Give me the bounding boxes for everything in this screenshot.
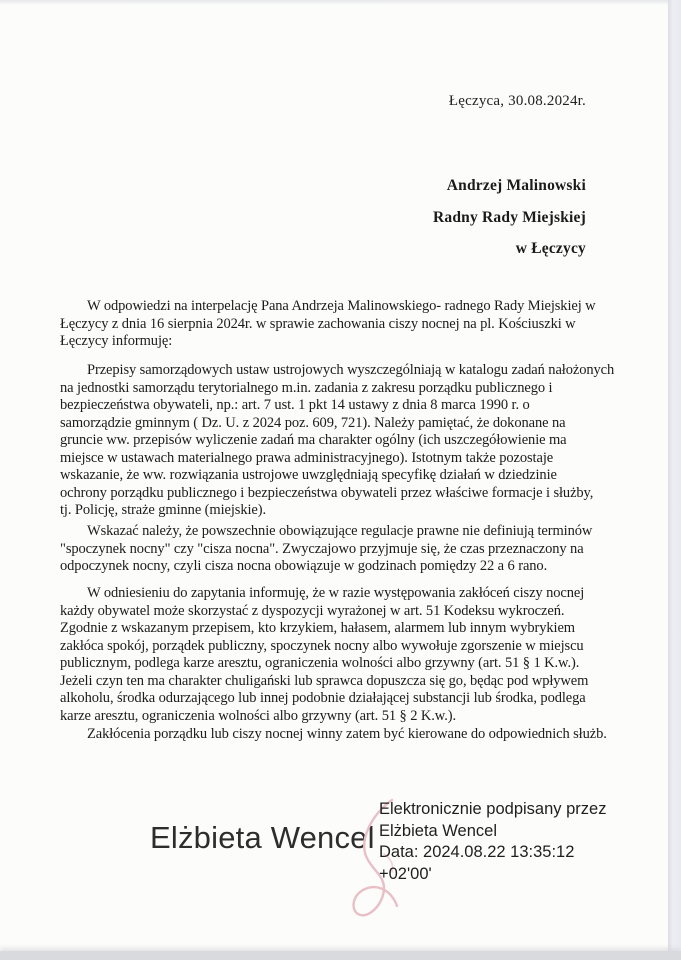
- body-line: Łęczycy informuję:: [60, 333, 173, 349]
- paragraph-intro: [60, 298, 625, 351]
- body-line: karze aresztu, ograniczenia wolności albo grzywny (art. 51 § 2 K.w.).: [60, 707, 456, 724]
- recipient-name: Andrzej Malinowski: [446, 177, 586, 194]
- photo-edge-bottom: [0, 951, 681, 960]
- date-line: Łęczyca, 30.08.2024r.: [448, 93, 586, 109]
- body-line: zakłóca spokój, porządek publiczny, spoczynek nocny albo wywołuje zgorszenie w miejscu: [60, 637, 584, 654]
- body-line: W odniesieniu do zapytania informuję, że w razie występowania zakłóceń ciszy nocnej: [87, 585, 585, 601]
- body-line: na jednostki samorządu terytorialnego m.in. zadania z zakresu porządku publicznego i: [60, 379, 553, 396]
- signature-stamp: [379, 799, 606, 885]
- body-line: ochrony porządku publicznego i bezpieczeństwa obywateli przez właściwe formacje i służby,: [60, 484, 594, 501]
- paragraph-conclusion: [60, 726, 625, 744]
- paragraph-night-quiet-definition: [60, 523, 625, 576]
- recipient-title: Radny Rady Miejskiej: [433, 208, 586, 226]
- body-line: alkoholu, środka odurzającego lub innej podobnie działającej substancji lub środka, podlega: [60, 690, 586, 706]
- paragraph-legal-basis: [60, 362, 625, 520]
- body-line: publicznym, podlega karze aresztu, ograniczenia wolności albo grzywny (art. 51 § 1 K.w.).: [60, 655, 580, 671]
- body-line: odpoczynek nocny, czyli cisza nocna obowiązuje w godzinach pomiędzy 22 a 6 rano.: [60, 558, 548, 574]
- stamp-line-2: Elżbieta Wencel: [379, 821, 498, 840]
- recipient-block: [433, 170, 586, 265]
- body-line: wskazanie, że ww. rozwiązania ustrojowe uwzględniają specyfikę działań w dziedzinie: [60, 467, 557, 483]
- stamp-line-4: +02'00': [379, 864, 432, 883]
- body-line: gruncie ww. przepisów wyliczenie zadań ma charakter ogólny (ich uszczegółowienie ma: [60, 432, 567, 448]
- photo-edge-right: [668, 0, 681, 960]
- body-line: "spoczynek nocny" czy "cisza nocna". Zwyczajowo przyjmuje się, że czas przeznaczony na: [60, 540, 584, 557]
- recipient-location: w Łęczycy: [515, 240, 586, 257]
- body-line: W odpowiedzi na interpelację Pana Andrzeja Malinowskiego- radnego Rady Miejskiej w: [87, 298, 596, 314]
- body-line: Jeżeli czyn ten ma charakter chuligański lub sprawca dopuszcza się go, będąc pod wpływem: [60, 672, 589, 689]
- body-line: miejsce w ustawach materialnego prawa administracyjnego). Istotnym także pozostaje: [60, 449, 554, 466]
- body-line: Łęczycy z dnia 16 sierpnia 2024r. w sprawie zachowania ciszy nocnej na pl. Kościuszki w: [60, 315, 576, 332]
- photo-edge-top: [0, 0, 681, 5]
- stamp-line-1: Elektronicznie podpisany przez: [379, 800, 607, 818]
- body-line: tj. Policję, straże gminne (miejskie).: [60, 502, 266, 518]
- paragraph-misdemeanor-code: [60, 585, 625, 725]
- stamp-line-3: Data: 2024.08.22 13:35:12: [379, 843, 575, 861]
- body-line: Zgodnie z wskazanym przepisem, kto krzykiem, hałasem, alarmem lub innym wybrykiem: [60, 620, 575, 636]
- body-line: bezpieczeństwa obywateli, np.: art. 7 ust. 1 pkt 14 ustawy z dnia 8 marca 1990 r. o: [60, 397, 530, 413]
- signature-name: Elżbieta Wencel: [150, 820, 375, 855]
- body-line: Zakłócenia porządku lub ciszy nocnej winny zatem być kierowane do odpowiednich służb.: [87, 726, 607, 742]
- body-line: Przepisy samorządowych ustaw ustrojowych wyszczególniają w katalogu zadań nałożonych: [87, 362, 615, 378]
- body-line: samorządzie gminnym ( Dz. U. z 2024 poz. 609, 721). Należy pamiętać, że dokonane na: [60, 414, 566, 431]
- body-line: każdy obywatel może skorzystać z dyspozycji wyrażonej w art. 51 Kodeksu wykroczeń.: [60, 602, 565, 619]
- body-line: Wskazać należy, że powszechnie obowiązujące regulacje prawne nie definiują terminów: [87, 523, 593, 539]
